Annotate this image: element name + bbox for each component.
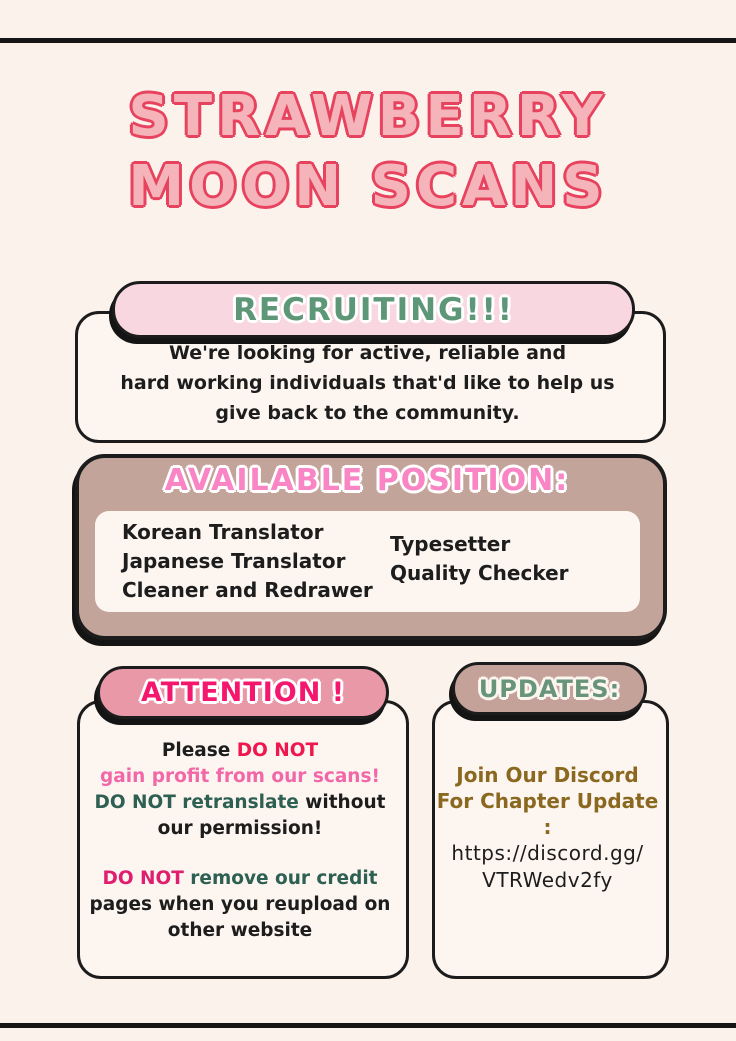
position-item: Typesetter [390, 532, 511, 556]
recruiting-banner-label: RECRUITING!!! [233, 291, 514, 328]
attention-segment: remove our credit [183, 868, 378, 889]
updates-banner-label: UPDATES: [478, 674, 621, 703]
recruiting-banner [112, 281, 635, 338]
recruiting-body [75, 338, 660, 428]
position-item: Korean Translator [122, 520, 324, 544]
attention-line [77, 866, 403, 892]
attention-line [77, 764, 403, 790]
discord-link-line: VTRWedv2fy [482, 868, 613, 892]
attention-line [77, 738, 403, 764]
attention-segment: other website [167, 920, 313, 941]
title-line-2: MOON SCANS [128, 154, 608, 219]
attention-segment: Please [161, 740, 237, 761]
updates-invite-line: Join Our Discord [456, 763, 639, 787]
top-divider [0, 38, 736, 43]
attention-segment: gain profit from our scans! [100, 766, 380, 787]
position-item: Cleaner and Redrawer [122, 578, 373, 602]
attention-paragraph-2 [77, 866, 403, 944]
attention-line [77, 918, 403, 944]
recruiting-body-line: give back to the community. [215, 402, 520, 424]
updates-banner [452, 662, 647, 715]
recruiting-body-line: hard working individuals that'd like to help us [120, 372, 615, 394]
discord-link-line: https://discord.gg/ [451, 841, 644, 865]
attention-segment: DO NOT retranslate [94, 792, 299, 813]
attention-line [77, 816, 403, 842]
attention-banner-label: ATTENTION ! [140, 677, 346, 708]
page-title [0, 82, 736, 222]
positions-header [75, 463, 659, 498]
attention-segment: our permission! [157, 818, 323, 839]
attention-paragraph-1 [77, 738, 403, 842]
attention-segment: pages when you reupload on [89, 894, 391, 915]
attention-banner [97, 666, 389, 719]
positions-header-label: AVAILABLE POSITION: [164, 463, 570, 498]
recruiting-body-line: We're looking for active, reliable and [168, 342, 567, 364]
title-line-1: STRAWBERRY [128, 84, 608, 149]
attention-line [77, 790, 403, 816]
updates-invite-text [432, 762, 663, 840]
attention-segment: DO NOT [102, 868, 184, 889]
attention-segment: DO NOT [236, 740, 319, 761]
attention-segment: without [298, 792, 386, 813]
positions-right-column [390, 530, 569, 588]
attention-line [77, 892, 403, 918]
position-item: Japanese Translator [122, 549, 346, 573]
bottom-divider [0, 1023, 736, 1028]
updates-invite-line: For Chapter Update : [436, 789, 659, 839]
positions-left-column [122, 518, 373, 605]
position-item: Quality Checker [390, 561, 569, 585]
discord-invite-link [432, 840, 663, 894]
